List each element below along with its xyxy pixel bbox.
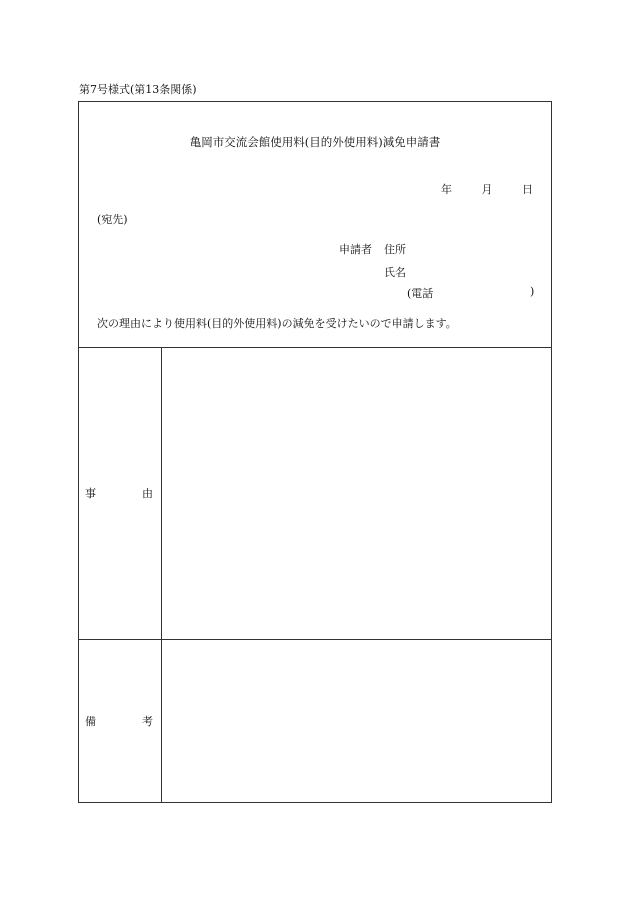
reason-row: [79, 347, 551, 640]
remarks-label-cell: [79, 640, 162, 802]
date-line: [441, 181, 533, 197]
date-day-label: 日: [522, 183, 533, 196]
form-number: 第7号様式(第13条関係): [79, 83, 197, 96]
reason-label-char-2: 由: [142, 487, 153, 500]
reason-label-char-1: 事: [85, 487, 96, 500]
phone-label: (電話: [407, 287, 434, 300]
phone-close-paren: ): [530, 285, 535, 298]
application-statement: 次の理由により使用料(目的外使用料)の減免を受けたいので申請します。: [97, 317, 457, 330]
applicant-label: 申請者: [339, 243, 372, 256]
application-form: [78, 101, 552, 803]
name-label: 氏名: [384, 266, 406, 279]
remarks-label-char-1: 備: [85, 715, 96, 728]
remarks-field[interactable]: [162, 640, 551, 802]
date-year-label: 年: [441, 183, 452, 196]
remarks-row: [79, 640, 551, 802]
addressee-label: (宛先): [97, 213, 128, 226]
remarks-label-char-2: 考: [142, 715, 153, 728]
date-month-label: 月: [481, 183, 493, 196]
reason-field[interactable]: [162, 347, 551, 639]
form-header-section: [79, 102, 551, 348]
address-label: 住所: [384, 243, 406, 256]
document-title: 亀岡市交流会館使用料(目的外使用料)減免申請書: [189, 135, 441, 149]
reason-label-cell: [79, 347, 162, 639]
